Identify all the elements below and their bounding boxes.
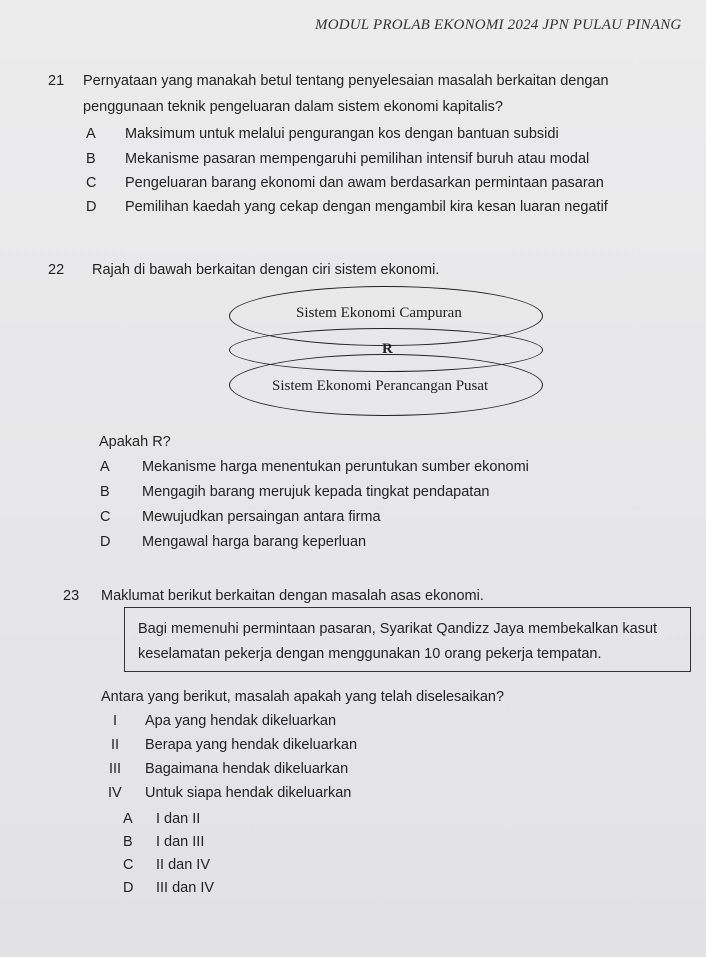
q23-stem: Maklumat berikut berkaitan dengan masalah asas ekonomi. [101, 588, 484, 604]
q23-option-b-letter: B [123, 834, 133, 850]
q21-option-d-text: Pemilihan kaedah yang cekap dengan mengambil kira kesan luaran negatif [125, 199, 608, 215]
q23-question: Antara yang berikut, masalah apakah yang telah diselesaikan? [101, 689, 505, 705]
q22-option-b-text: Mengagih barang merujuk kepada tingkat pendapatan [142, 484, 490, 500]
q21-option-a-text: Maksimum untuk melalui pengurangan kos dengan bantuan subsidi [125, 126, 559, 142]
q22-question: Apakah R? [99, 434, 171, 450]
q23-option-c-text: II dan IV [156, 857, 211, 873]
q23-statement-iv-text: Untuk siapa hendak dikeluarkan [145, 785, 352, 801]
q23-statement-i-text: Apa yang hendak dikeluarkan [145, 713, 337, 729]
q22-option-d-text: Mengawal harga barang keperluan [142, 534, 367, 550]
page-header: MODUL PROLAB EKONOMI 2024 JPN PULAU PINANG [315, 17, 682, 33]
q23-option-d-text: III dan IV [156, 880, 215, 896]
q23-info-box [124, 607, 691, 672]
diagram-label-r: R [382, 341, 393, 357]
q23-option-a-letter: A [123, 811, 133, 827]
diagram-label-perancangan-pusat: Sistem Ekonomi Perancangan Pusat [272, 378, 489, 394]
q22-option-a-letter: A [100, 459, 110, 475]
q22-option-a-text: Mekanisme harga menentukan peruntukan sumber ekonomi [142, 459, 529, 475]
diagram-label-campuran: Sistem Ekonomi Campuran [296, 305, 462, 321]
q23-box-line1: Bagi memenuhi permintaan pasaran, Syarikat Qandizz Jaya membekalkan kasut [138, 621, 658, 637]
q23-statement-ii-text: Berapa yang hendak dikeluarkan [145, 737, 358, 753]
q22-option-b-letter: B [100, 484, 110, 500]
q23-statement-iv-roman: IV [108, 785, 122, 801]
q23-option-b-text: I dan III [156, 834, 205, 850]
q23-statement-iii-roman: III [109, 761, 122, 777]
q23-option-d-letter: D [123, 880, 134, 896]
q21-stem-line2: penggunaan teknik pengeluaran dalam sistem ekonomi kapitalis? [83, 99, 503, 115]
q23-number: 23 [63, 588, 80, 604]
q23-option-c-letter: C [123, 857, 134, 873]
q23-option-a-text: I dan II [156, 811, 201, 827]
q23-statement-i-roman: I [113, 713, 118, 729]
q21-option-d-letter: D [86, 199, 97, 215]
q21-option-c-text: Pengeluaran barang ekonomi dan awam berdasarkan permintaan pasaran [125, 175, 604, 191]
q23-statement-ii-roman: II [111, 737, 120, 753]
q23-box-line2: keselamatan pekerja dengan menggunakan 10 orang pekerja tempatan. [138, 646, 602, 662]
q21-option-a-letter: A [86, 126, 96, 142]
q22-stem: Rajah di bawah berkaitan dengan ciri sistem ekonomi. [92, 262, 440, 278]
q22-number: 22 [48, 262, 65, 278]
q21-option-b-letter: B [86, 151, 96, 167]
q22-option-d-letter: D [100, 534, 111, 550]
q21-option-b-text: Mekanisme pasaran mempengaruhi pemilihan intensif buruh atau modal [125, 151, 590, 167]
q21-option-c-letter: C [86, 175, 97, 191]
q23-statement-iii-text: Bagaimana hendak dikeluarkan [145, 761, 349, 777]
q22-option-c-letter: C [100, 509, 111, 525]
q21-number: 21 [48, 73, 65, 89]
q21-stem-line1: Pernyataan yang manakah betul tentang penyelesaian masalah berkaitan dengan [83, 73, 609, 89]
q22-option-c-text: Mewujudkan persaingan antara firma [142, 509, 381, 525]
